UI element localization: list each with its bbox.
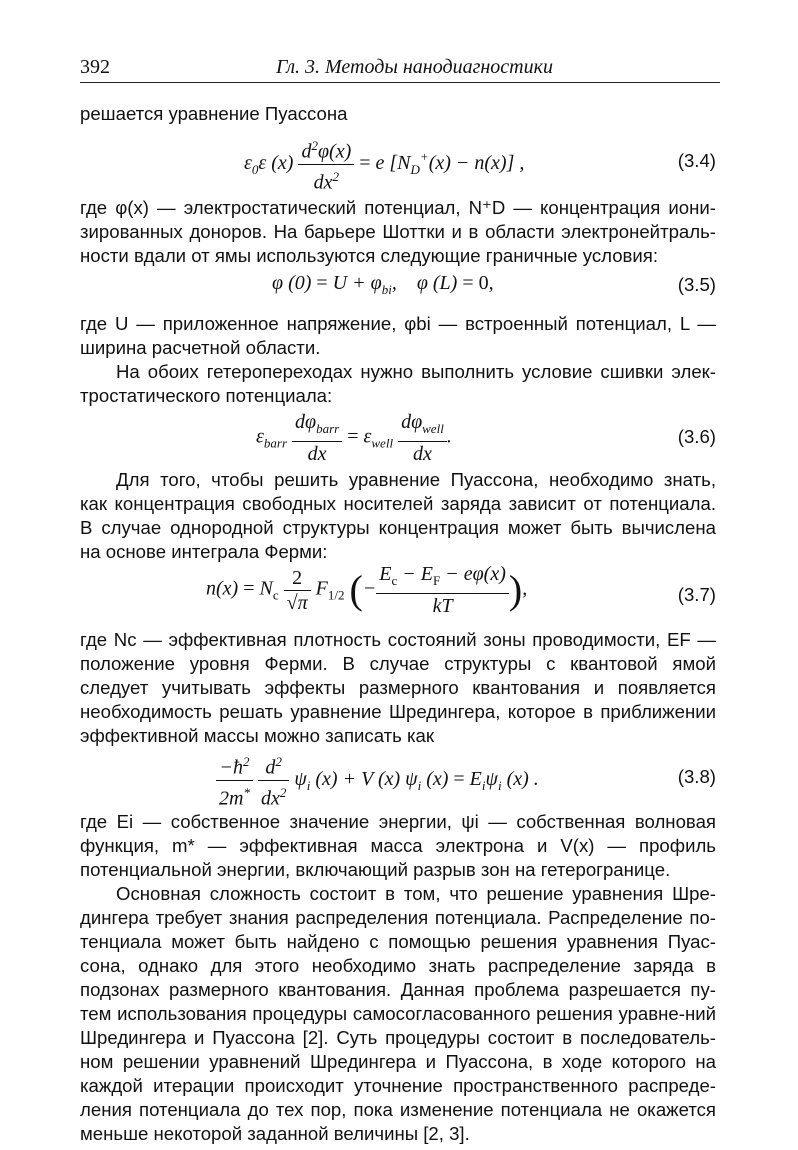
text-line: зированных доноров. На барьере Шоттки и в области электронейтраль- (80, 221, 716, 242)
text-line: В случае однородной структуры концентрация может быть вычислена (80, 517, 716, 538)
equation-boundary: φ $(0) = U + \varphi_{bi}$, φ (L) = 0, (272, 272, 494, 297)
text-line: меньше некоторой заданной величины [2, 3]. (80, 1123, 470, 1144)
text-line: На обоих гетеропереходах нужно выполнить условие сшивки элек- (116, 361, 716, 382)
text-line: как концентрация свободных носителей заряда зависит от потенциала. (80, 493, 716, 514)
text-line: потенциальной энергии, включающий разрыв зон на гетерогранице. (80, 859, 671, 880)
text-line: функция, m* — эффективная масса электрона и V(x) — профиль (80, 835, 716, 856)
text-line: подзонах размерного квантования. Данная проблема разрешается пу- (80, 979, 716, 1000)
text-line: ности вдали от ямы используются следующие граничные условия: (80, 245, 659, 266)
text-line: ления потенциала до тех пор, пока изменение потенциала не окажется (80, 1099, 716, 1120)
intro-line: решается уравнение Пуассона (80, 103, 348, 124)
equation-number: (3.6) (677, 426, 716, 447)
equation-number: (3.7) (677, 584, 716, 605)
text-line: необходимость решать уравнение Шредингера, которое в приближении (80, 701, 716, 722)
chapter-title: Гл. 3. Методы нанодиагностики (276, 56, 553, 78)
equation-number: (3.5) (677, 274, 716, 295)
text-line: Шредингера и Пуассона [2]. Суть процедуры состоит в последователь- (80, 1027, 716, 1048)
text-line: где Nc — эффективная плотность состояний зоны проводимости, EF — (80, 629, 716, 650)
text-line: где φ(x) — электростатический потенциал, N⁺D — концентрация иони- (80, 197, 716, 218)
text-line: Для того, чтобы решить уравнение Пуассона, необходимо знать, (116, 469, 716, 490)
text-line: дингера требует знания распределения потенциала. Распределение по- (80, 907, 716, 928)
page-number: 392 (80, 56, 110, 78)
equation-number: (3.4) (677, 150, 716, 171)
text-line: Основная сложность состоит в том, что решение уравнения Шре- (116, 883, 716, 904)
text-line: на основе интеграла Ферми: (80, 541, 328, 562)
equation-matching: $\varepsilon_{barr}$ $\frac{d\varphi_{barr}}{dx}$ = $\varepsilon_{well}$ $\frac{d\varphi_{well}}{dx}$ . (256, 411, 452, 465)
text-line: эффективной массы можно записать как (80, 725, 435, 746)
text-line: сона, однако для этого необходимо знать распределение заряда в (80, 955, 716, 976)
text-line: положение уровня Ферми. В случае структуры с квантовой ямой (80, 653, 716, 674)
text-line: тенциала может быть найдено с помощью решения уравнения Пуас- (80, 931, 716, 952)
text-line: ном решении уравнений Шредингера и Пуассона, в ходе которого на (80, 1051, 716, 1072)
text-line: где Ei — собственное значение энергии, ψi — собственная волновая (80, 811, 716, 832)
equation-schrodinger: $\frac{-ħ^2}{2m^*}$ $\frac{d^2}{dx^2}$ $\psi_i$ (x) + V (x) $\psi_i$ $(x) = E_i\psi_i$ (x) . (216, 750, 539, 810)
equation-poisson: $\varepsilon_0\varepsilon$ (x) $\frac{d^2\varphi(x)}{dx^2}$ = e $[N_D^+(x) - n(x)]$ , (244, 134, 524, 194)
text-line: где U — приложенное напряжение, φbi — встроенный потенциал, L — (80, 313, 716, 334)
text-line: тростатического потенциала: (80, 385, 333, 406)
text-line: ширина расчетной области. (80, 337, 321, 358)
text-line: тем использования процедуры самосогласованного решения уравне-ний (80, 1003, 716, 1024)
equation-number: (3.8) (677, 766, 716, 787)
text-line: следует учитывать эффекты размерного квантования и появляется (80, 677, 716, 698)
running-header (80, 56, 720, 83)
text-line: каждой итерации происходит уточнение пространственного распреде- (80, 1075, 716, 1096)
equation-fermi: $n(x) = N_c$ $\frac{2}{√\pi}$ $F_{1/2}$ (− $\frac{E_c - E_F - e\varphi(x)}{kT}$ ), (206, 563, 528, 617)
